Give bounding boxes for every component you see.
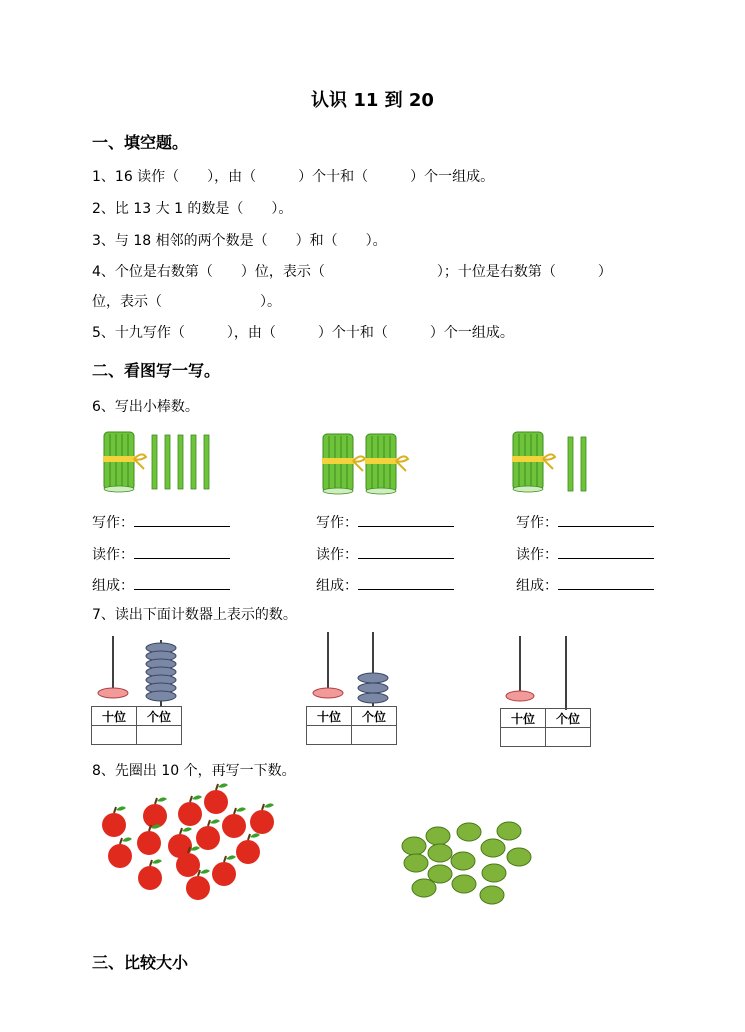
question-3: 3、与 18 相邻的两个数是（ ）和（ ）。	[92, 233, 387, 249]
bean	[481, 839, 505, 857]
ones-header: 个位	[137, 707, 182, 726]
write-label-2: 写作：	[316, 510, 454, 532]
apple	[178, 795, 202, 826]
bean	[404, 854, 428, 872]
bean	[426, 827, 450, 845]
write-blank[interactable]	[134, 510, 230, 527]
abacus-bead	[358, 683, 388, 693]
apple	[196, 819, 220, 850]
bean	[452, 875, 476, 893]
single-stick	[165, 435, 170, 489]
compose-label-1: 组成：	[92, 573, 230, 595]
single-stick	[581, 437, 586, 491]
tens-answer[interactable]	[307, 726, 352, 745]
stick-bundle	[365, 434, 408, 494]
question-4-line-2: 位，表示（ ）。	[92, 294, 281, 310]
bean	[507, 848, 531, 866]
abacus-bead	[358, 693, 388, 703]
read-label-1: 读作：	[92, 542, 230, 564]
abacus-bead	[146, 691, 176, 701]
apple	[102, 806, 126, 837]
bean	[497, 822, 521, 840]
abacus-1	[98, 636, 176, 706]
ones-header: 个位	[546, 709, 591, 728]
stick-bundle	[322, 434, 365, 494]
beans-figure	[402, 822, 531, 904]
stick-bundle	[103, 432, 146, 492]
ones-answer[interactable]	[137, 726, 182, 745]
bean	[480, 886, 504, 904]
write-blank[interactable]	[558, 510, 654, 527]
bean	[412, 879, 436, 897]
abacus-2	[313, 632, 388, 706]
question-1: 1、16 读作（ ），由（ ）个十和（ ）个一组成。	[92, 169, 495, 185]
bean	[457, 823, 481, 841]
compose-blank[interactable]	[558, 573, 654, 590]
read-label-3: 读作：	[516, 542, 654, 564]
bean	[402, 837, 426, 855]
apple	[236, 833, 260, 864]
ones-answer[interactable]	[352, 726, 397, 745]
apple	[108, 837, 132, 868]
read-blank[interactable]	[134, 542, 230, 559]
compose-blank[interactable]	[134, 573, 230, 590]
apple	[250, 803, 274, 834]
section-2-heading: 二、看图写一写。	[92, 361, 221, 380]
question-8: 8、先圈出 10 个，再写一下数。	[92, 763, 296, 779]
bean	[428, 844, 452, 862]
abacus-table-1	[91, 706, 182, 745]
bean	[482, 864, 506, 882]
question-4-line-1: 4、个位是右数第（ ）位，表示（ ）；十位是右数第（ ）	[92, 264, 612, 280]
bean	[428, 865, 452, 883]
apple	[222, 807, 246, 838]
write-label-1: 写作：	[92, 510, 230, 532]
tens-header: 十位	[501, 709, 546, 728]
write-label-3: 写作：	[516, 510, 654, 532]
write-blank[interactable]	[358, 510, 454, 527]
read-blank[interactable]	[358, 542, 454, 559]
compose-label-2: 组成：	[316, 573, 454, 595]
bean	[451, 852, 475, 870]
compose-label-3: 组成：	[516, 573, 654, 595]
tens-answer[interactable]	[501, 728, 546, 747]
apples-figure	[102, 783, 274, 900]
abacus-3	[506, 636, 566, 710]
read-blank[interactable]	[558, 542, 654, 559]
question-6: 6、写出小棒数。	[92, 399, 199, 415]
apple	[204, 783, 228, 814]
ones-header: 个位	[352, 707, 397, 726]
single-stick	[178, 435, 183, 489]
stick-bundle	[512, 432, 555, 492]
apple	[138, 859, 162, 890]
ones-answer[interactable]	[546, 728, 591, 747]
abacus-table-2	[306, 706, 397, 745]
question-5: 5、十九写作（ ），由（ ）个十和（ ）个一组成。	[92, 325, 514, 341]
abacus-table-3	[500, 708, 591, 747]
single-stick	[191, 435, 196, 489]
apple	[143, 797, 167, 828]
tens-header: 十位	[92, 707, 137, 726]
tens-answer[interactable]	[92, 726, 137, 745]
single-stick	[568, 437, 573, 491]
apple	[137, 824, 161, 855]
question-7: 7、读出下面计数器上表示的数。	[92, 607, 297, 623]
compose-blank[interactable]	[358, 573, 454, 590]
single-stick	[204, 435, 209, 489]
question-2: 2、比 13 大 1 的数是（ ）。	[92, 201, 293, 217]
apple	[212, 855, 236, 886]
abacus-bead	[358, 673, 388, 683]
single-stick	[152, 435, 157, 489]
section-1-heading: 一、填空题。	[92, 133, 189, 152]
tens-header: 十位	[307, 707, 352, 726]
page-title: 认识 11 到 20	[311, 90, 434, 111]
section-3-heading: 三、比较大小	[92, 953, 189, 972]
read-label-2: 读作：	[316, 542, 454, 564]
